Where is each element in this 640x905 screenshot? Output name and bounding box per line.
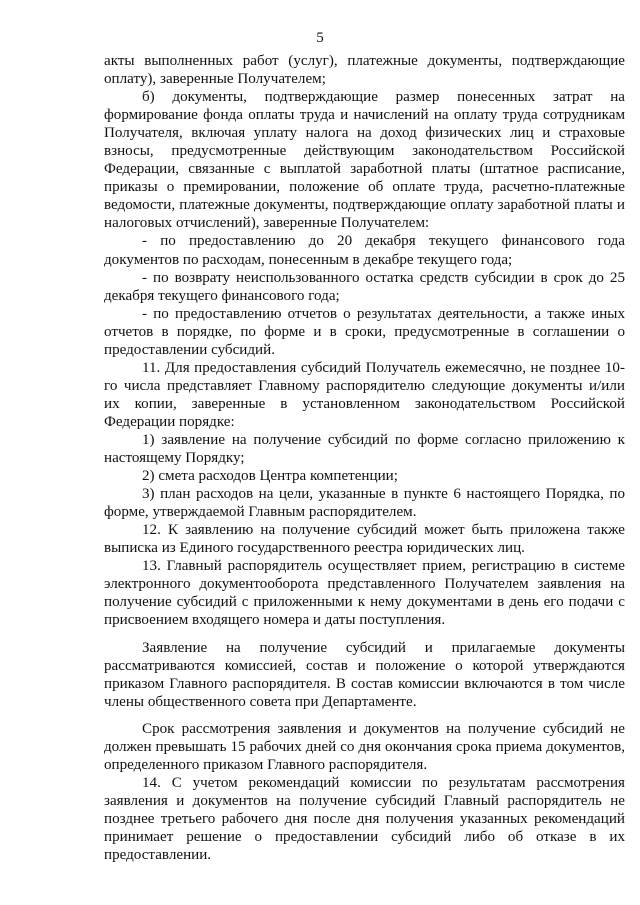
paragraph-item-12: 12. К заявлению на получение субсидий может быть приложена также выписка из Единого государственного реестра юридических лиц. — [104, 522, 625, 557]
paragraph-review-term: Срок рассмотрения заявления и документов на получение субсидий не должен превышать 15 рабочих дней со дня окончания срока приема документов, определенного приказом Главного распорядителя. — [104, 720, 625, 773]
paragraph-dash-december-20: - по предоставлению до 20 декабря текущего финансового года документов по расходам, понесенным в декабре текущего года; — [104, 233, 625, 268]
document-body — [104, 52, 625, 864]
page-number: 5 — [316, 30, 324, 46]
paragraph-list-3: 3) план расходов на цели, указанные в пункте 6 настоящего Порядка, по форме, утверждаемой Главным распорядителем. — [104, 486, 625, 521]
paragraph-dash-reports: - по предоставлению отчетов о результатах деятельности, а также иных отчетов в порядке, по форме и в сроки, предусмотренные в соглашении о предоставлении субсидий. — [104, 305, 625, 358]
paragraph-commission: Заявление на получение субсидий и прилагаемые документы рассматриваются комиссией, состав и положение о которой утверждаются приказом Главного распорядителя. В состав комиссии включаются в том числе члены общественного совета при Департаменте. — [104, 639, 625, 710]
paragraph-list-1: 1) заявление на получение субсидий по форме согласно приложению к настоящему Порядку; — [104, 431, 625, 467]
paragraph-dash-december-25: - по возврату неиспользованного остатка средств субсидии в срок до 25 декабря текущего финансового года; — [104, 269, 625, 304]
paragraph-item-13: 13. Главный распорядитель осуществляет прием, регистрацию в системе электронного документооборота представленного Получателем заявления на получение субсидий с приложенными к нему документами в день его подачи с присвоением входящего номера и даты поступления. — [104, 558, 625, 629]
paragraph-b-documents: б) документы, подтверждающие размер понесенных затрат на формирование фонда оплаты труда и начислений на оплату труда сотрудникам Получателя, включая уплату налога на доход физических лиц и страховые взносы, предусмотренные действующим законодательством Российской Федерации, связанные с выплатой заработной платы (штатное расписание, приказы о премировании, положение об оплате труда, расчетно-платежные ведомости, платежные документы, подтверждающие оплату заработной платы и налоговых отчислений), заверенные Получателем: — [104, 89, 625, 232]
paragraph-item-14: 14. С учетом рекомендаций комиссии по результатам рассмотрения заявления и документов на получение субсидий Главный распорядитель не позднее третьего рабочего дня после дня получения указанных рекомендаций принимает решение о предоставлении субсидий либо об отказе в их предоставлении. — [104, 774, 625, 864]
paragraph-continuation: акты выполненных работ (услуг), платежные документы, подтверждающие оплату), заверенные Получателем; — [104, 53, 625, 88]
paragraph-list-2: 2) смета расходов Центра компетенции; — [142, 468, 398, 485]
paragraph-item-11: 11. Для предоставления субсидий Получатель ежемесячно, не позднее 10-го числа представляет Главному распорядителю следующие документы и/или их копии, заверенные в установленном законодательством Российской Федерации порядке: — [104, 359, 625, 430]
